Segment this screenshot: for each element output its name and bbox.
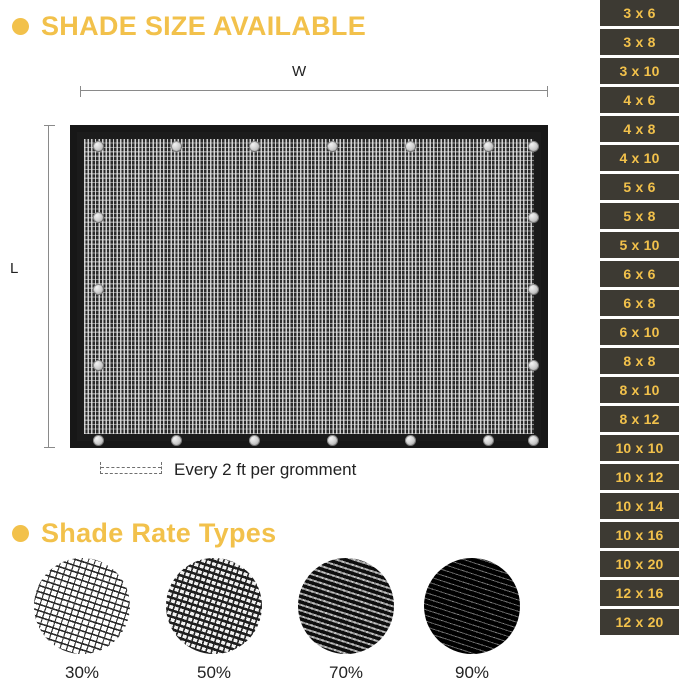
size-chip[interactable]: 8 x 12 — [600, 406, 679, 432]
size-chip[interactable]: 8 x 10 — [600, 377, 679, 403]
grommet — [171, 435, 182, 446]
grommet — [405, 435, 416, 446]
shade-rate-section-heading — [12, 518, 276, 549]
shade-rate-title: Shade Rate Types — [41, 518, 277, 548]
grommet-spacing-text: Every 2 ft per gromment — [174, 460, 357, 479]
shade-rate-swatch-90 — [424, 558, 520, 654]
grommet — [327, 141, 338, 152]
shade-rate-label: 70% — [328, 663, 364, 682]
shade-rate-item — [294, 558, 398, 683]
grommet — [405, 141, 416, 152]
bullet-dot-icon — [12, 18, 29, 35]
size-chip[interactable]: 5 x 10 — [600, 232, 679, 258]
grommet — [93, 141, 104, 152]
length-dimension-label: L — [10, 260, 19, 277]
size-chip[interactable]: 12 x 16 — [600, 580, 679, 606]
grommet — [249, 141, 260, 152]
shade-rate-item — [420, 558, 524, 683]
grommet — [327, 435, 338, 446]
size-chip[interactable]: 6 x 8 — [600, 290, 679, 316]
grommet — [528, 284, 539, 295]
size-chip[interactable]: 8 x 8 — [600, 348, 679, 374]
width-dimension-label: W — [292, 63, 307, 80]
size-chip[interactable]: 4 x 10 — [600, 145, 679, 171]
grommet — [171, 141, 182, 152]
mesh-fabric-texture — [84, 139, 534, 434]
shade-rate-label: 90% — [454, 663, 490, 682]
size-chip[interactable]: 10 x 12 — [600, 464, 679, 490]
shade-rate-label: 30% — [64, 663, 100, 682]
size-chip[interactable]: 5 x 6 — [600, 174, 679, 200]
shade-rate-item — [162, 558, 266, 683]
grommet — [528, 360, 539, 371]
size-chip[interactable]: 10 x 20 — [600, 551, 679, 577]
grommet — [93, 360, 104, 371]
grommet — [528, 212, 539, 223]
shade-size-title: SHADE SIZE AVAILABLE — [41, 11, 367, 41]
size-chip[interactable]: 4 x 6 — [600, 87, 679, 113]
shade-rate-swatch-30 — [34, 558, 130, 654]
size-chip[interactable]: 10 x 10 — [600, 435, 679, 461]
grommet-spacing-note — [100, 460, 356, 480]
shade-cloth-panel — [70, 125, 548, 448]
size-chip[interactable]: 5 x 8 — [600, 203, 679, 229]
grommet — [249, 435, 260, 446]
grommet — [528, 435, 539, 446]
grommet — [93, 284, 104, 295]
grommet — [483, 141, 494, 152]
shade-rate-swatch-70 — [298, 558, 394, 654]
size-chip[interactable]: 3 x 6 — [600, 0, 679, 26]
width-measure-line — [80, 90, 548, 92]
grommet — [483, 435, 494, 446]
grommet — [93, 212, 104, 223]
shade-rate-swatch-50 — [166, 558, 262, 654]
shade-rate-item — [30, 558, 134, 683]
size-chip[interactable]: 3 x 10 — [600, 58, 679, 84]
shade-size-diagram — [0, 55, 600, 505]
spacing-bracket-icon — [100, 462, 162, 474]
size-chip[interactable]: 4 x 8 — [600, 116, 679, 142]
shade-rate-swatches — [0, 558, 600, 698]
shade-size-section-heading — [12, 11, 366, 42]
size-chip[interactable]: 6 x 10 — [600, 319, 679, 345]
bullet-dot-icon — [12, 525, 29, 542]
size-chip[interactable]: 3 x 8 — [600, 29, 679, 55]
length-measure-line — [48, 125, 50, 448]
size-chip[interactable]: 10 x 16 — [600, 522, 679, 548]
grommet — [93, 435, 104, 446]
size-chip[interactable]: 12 x 20 — [600, 609, 679, 635]
available-size-list — [600, 0, 679, 698]
shade-rate-label: 50% — [196, 663, 232, 682]
size-chip[interactable]: 10 x 14 — [600, 493, 679, 519]
grommet — [528, 141, 539, 152]
size-chip[interactable]: 6 x 6 — [600, 261, 679, 287]
